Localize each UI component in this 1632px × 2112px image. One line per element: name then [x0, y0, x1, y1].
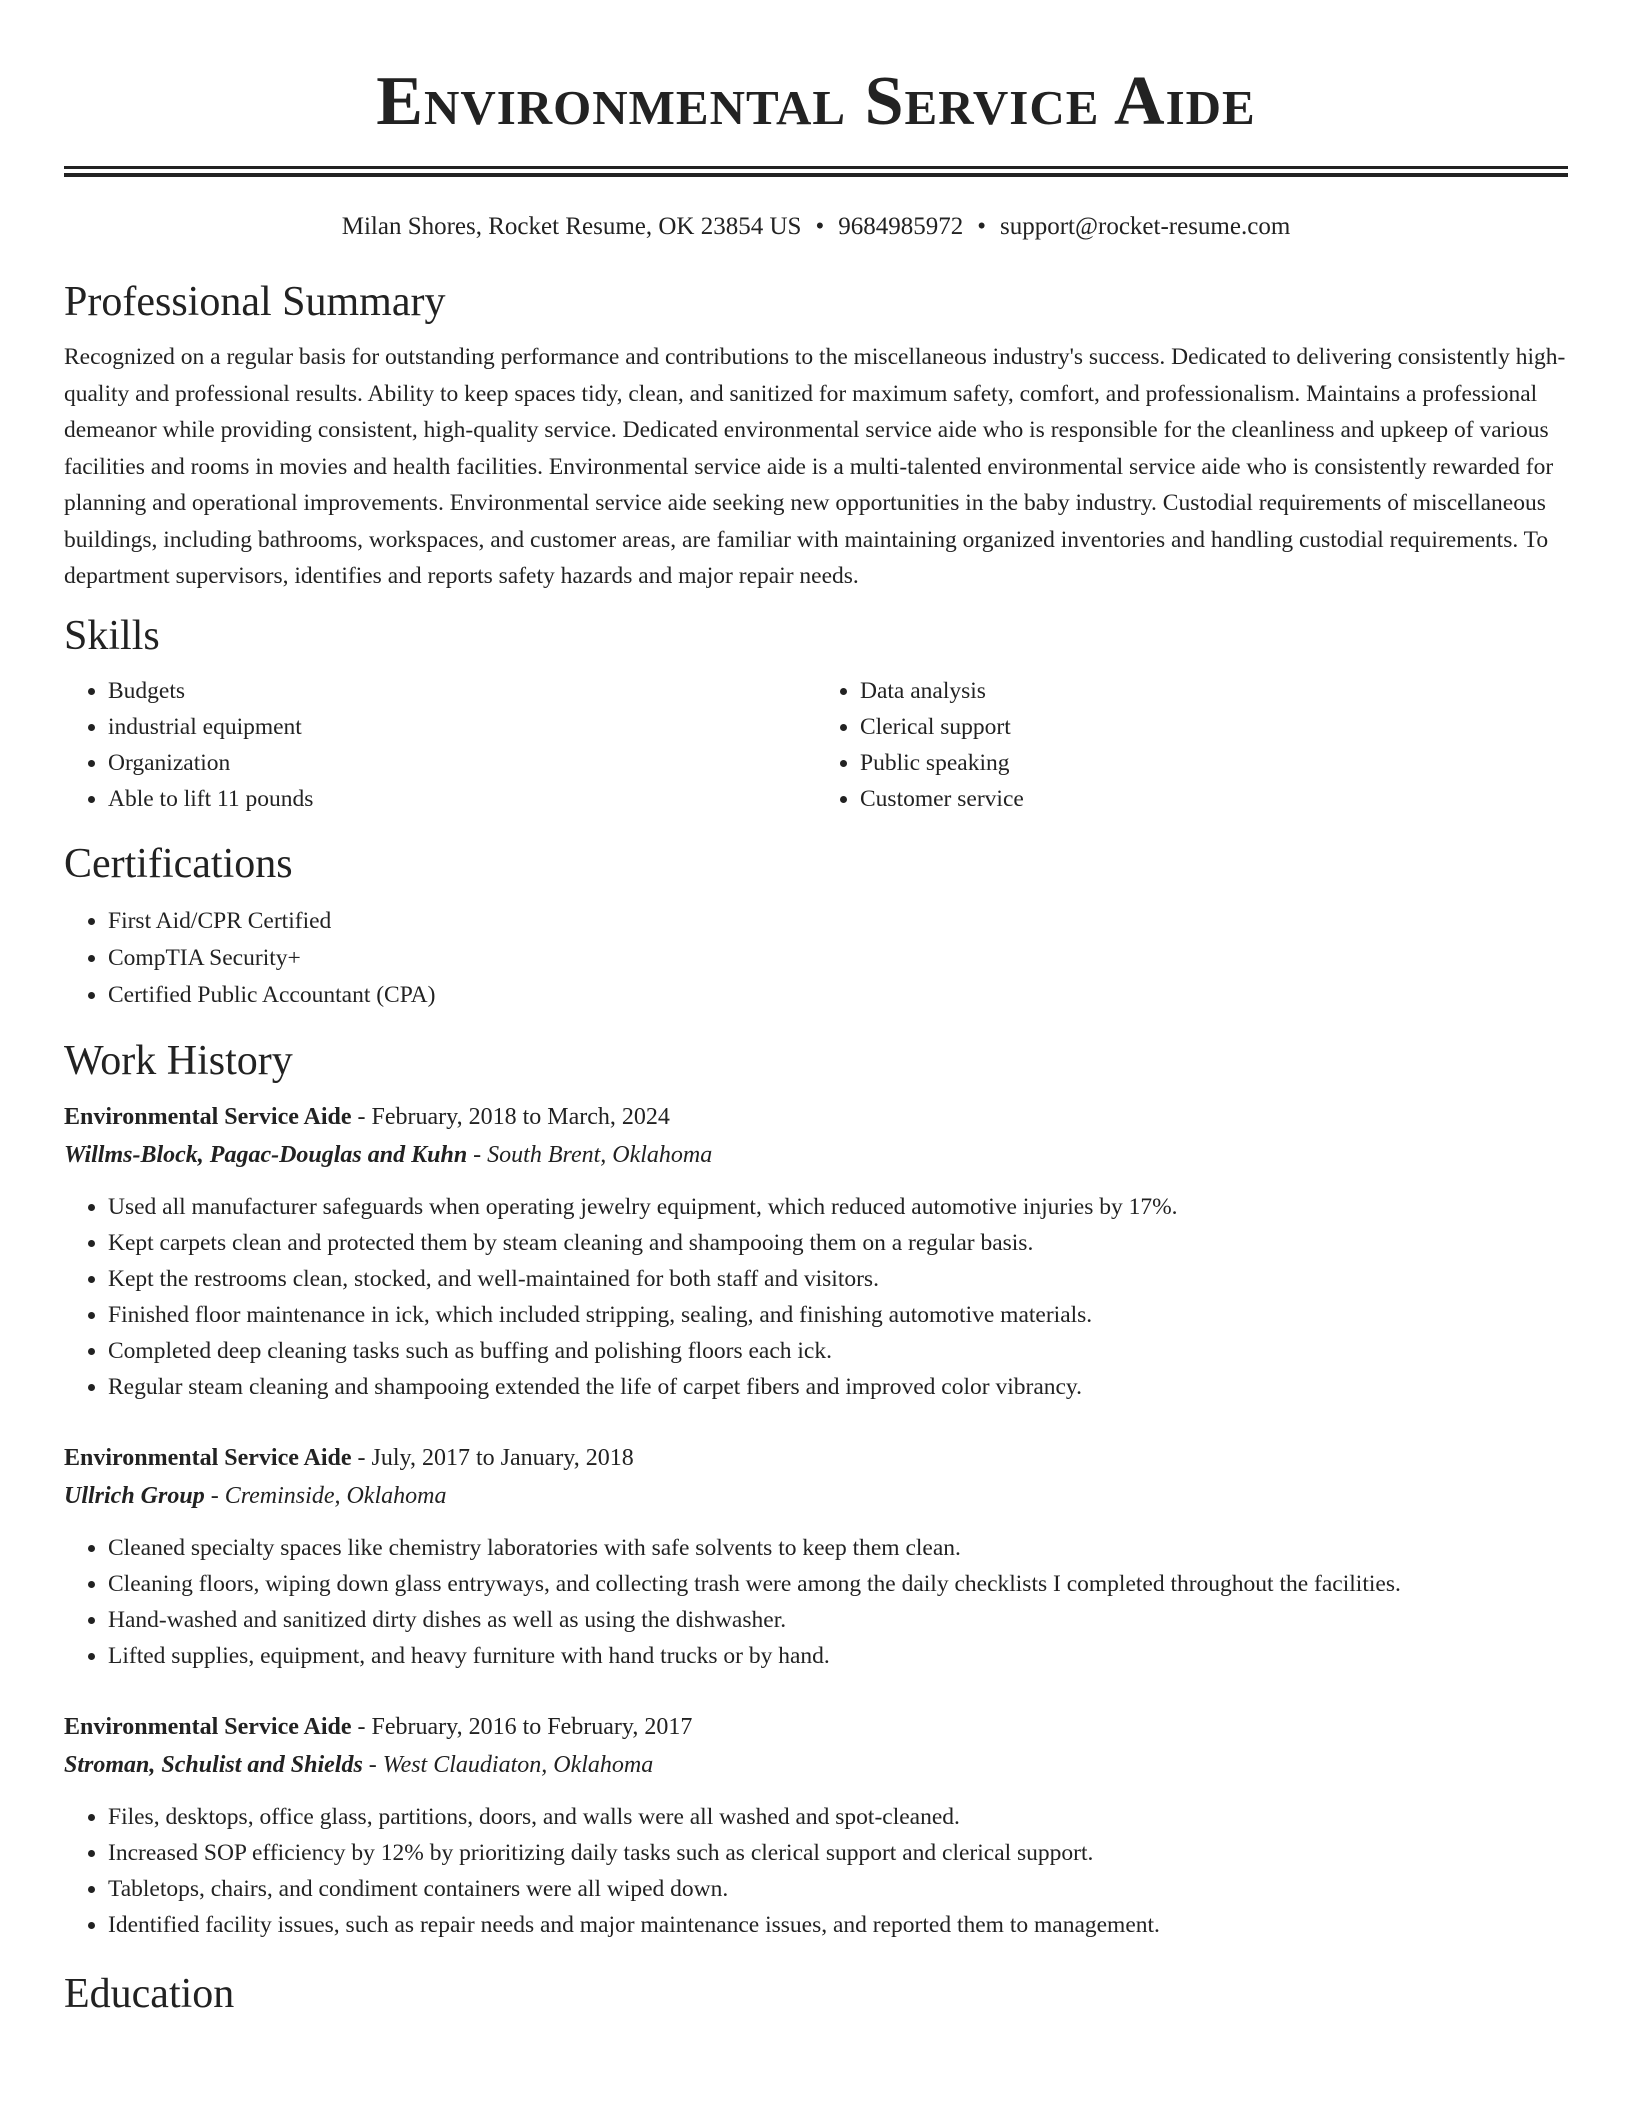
skill-item: • Customer service	[860, 781, 1568, 817]
skill-item: • Organization	[108, 745, 816, 781]
job-bullet: • Identified facility issues, such as repair needs and major maintenance issues, and reported them to management.	[108, 1907, 1568, 1943]
resume-title: Environmental Service Aide	[376, 63, 1256, 140]
job-title-line	[64, 1098, 1568, 1136]
job-bullet: • Kept the restrooms clean, stocked, and well-maintained for both staff and visitors.	[108, 1261, 1568, 1297]
job-company: Ullrich Group	[64, 1482, 205, 1509]
education-heading: Education	[64, 1970, 235, 2017]
job-dates: - February, 2018 to March, 2024	[351, 1103, 670, 1130]
job-company-line	[64, 1746, 1568, 1784]
job-title: Environmental Service Aide	[64, 1444, 352, 1471]
job-bullet: • Lifted supplies, equipment, and heavy furniture with hand trucks or by hand.	[108, 1638, 1568, 1674]
job-location: - South Brent, Oklahoma	[467, 1141, 713, 1168]
summary-heading: Professional Summary	[64, 279, 446, 325]
job-title: Environmental Service Aide	[64, 1713, 352, 1740]
skill-item: • Public speaking	[860, 745, 1568, 781]
job-location: - West Claudiaton, Oklahoma	[362, 1751, 654, 1778]
job-bullets	[64, 1799, 1568, 1943]
job-title-line	[64, 1439, 1568, 1477]
certifications-heading: Certifications	[64, 840, 293, 887]
certification-item: • Certified Public Accountant (CPA)	[108, 977, 1568, 1014]
job-bullet: • Files, desktops, office glass, partitions, doors, and walls were all washed and spot-cleaned.	[108, 1799, 1568, 1835]
work-history-heading: Work History	[64, 1037, 293, 1084]
job-company: Willms-Block, Pagac-Douglas and Kuhn	[64, 1141, 468, 1168]
summary-text: Recognized on a regular basis for outstanding performance and contributions to the miscellaneous industry's success. Dedicated to delivering consistently high-quality and professional results. Ability to keep spaces tidy, clean, and sanitized for maximum safety, comfort, and professionalism. Maintains a professional demeanor while providing consistent, high-quality service. Dedicated environmental service aide who is responsible for the cleanliness and upkeep of various facilities and rooms in movies and health facilities. Environmental service aide is a multi-talented environmental service aide who is consistently rewarded for planning and operational improvements. Environmental service aide seeking new opportunities in the baby industry. Custodial requirements of miscellaneous buildings, including bathrooms, workspaces, and customer areas, are familiar with maintaining organized inventories and handling custodial requirements. To department supervisors, identifies and reports safety hazards and major repair needs.	[64, 344, 1566, 589]
job-dates: - July, 2017 to January, 2018	[351, 1444, 634, 1471]
job-entry	[64, 1098, 1568, 1405]
job-entry	[64, 1439, 1568, 1674]
contact-address: Milan Shores, Rocket Resume, OK 23854 US	[341, 213, 802, 240]
contact-email: support@rocket-resume.com	[999, 213, 1291, 240]
job-bullet: • Regular steam cleaning and shampooing extended the life of carpet fibers and improved color vibrancy.	[108, 1369, 1568, 1405]
job-bullet: • Hand-washed and sanitized dirty dishes as well as using the dishwasher.	[108, 1602, 1568, 1638]
skills-list-left	[64, 673, 816, 817]
contact-phone: 9684985972	[838, 213, 964, 240]
job-bullet: • Increased SOP efficiency by 12% by prioritizing daily tasks such as clerical support and clerical support.	[108, 1835, 1568, 1871]
contact-line	[64, 211, 1568, 243]
job-company: Stroman, Schulist and Shields	[64, 1751, 363, 1778]
certifications-list	[64, 903, 1568, 1014]
certification-item: • First Aid/CPR Certified	[108, 903, 1568, 940]
job-bullet: • Kept carpets clean and protected them by steam cleaning and shampooing them on a regular basis.	[108, 1225, 1568, 1261]
job-location: - Creminside, Oklahoma	[204, 1482, 447, 1509]
skill-item: • Data analysis	[860, 673, 1568, 709]
job-bullet: • Tabletops, chairs, and condiment containers were all wiped down.	[108, 1871, 1568, 1907]
skills-heading: Skills	[64, 612, 160, 659]
job-bullets	[64, 1189, 1568, 1405]
job-bullet: • Cleaning floors, wiping down glass entryways, and collecting trash were among the daily checklists I completed throughout the facilities.	[108, 1566, 1568, 1602]
job-bullets	[64, 1530, 1568, 1674]
job-title: Environmental Service Aide	[64, 1103, 352, 1130]
skill-item: • Budgets	[108, 673, 816, 709]
skill-item: • Able to lift 11 pounds	[108, 781, 816, 817]
skill-item: • Clerical support	[860, 709, 1568, 745]
contact-separator: •	[977, 213, 986, 240]
job-entry	[64, 1708, 1568, 1943]
contact-separator: •	[815, 213, 825, 240]
job-bullet: • Used all manufacturer safeguards when operating jewelry equipment, which reduced automotive injuries by 17%.	[108, 1189, 1568, 1225]
job-bullet: • Finished floor maintenance in ick, which included stripping, sealing, and finishing automotive materials.	[108, 1297, 1568, 1333]
job-bullet: • Cleaned specialty spaces like chemistry laboratories with safe solvents to keep them clean.	[108, 1530, 1568, 1566]
job-bullet: • Completed deep cleaning tasks such as buffing and polishing floors each ick.	[108, 1333, 1568, 1369]
skills-list-right	[816, 673, 1568, 817]
job-company-line	[64, 1136, 1568, 1174]
job-dates: - February, 2016 to February, 2017	[351, 1713, 693, 1740]
job-company-line	[64, 1477, 1568, 1515]
job-title-line	[64, 1708, 1568, 1746]
skill-item: • industrial equipment	[108, 709, 816, 745]
title-divider	[64, 166, 1568, 177]
certification-item: • CompTIA Security+	[108, 940, 1568, 977]
skills-columns	[64, 673, 1568, 817]
